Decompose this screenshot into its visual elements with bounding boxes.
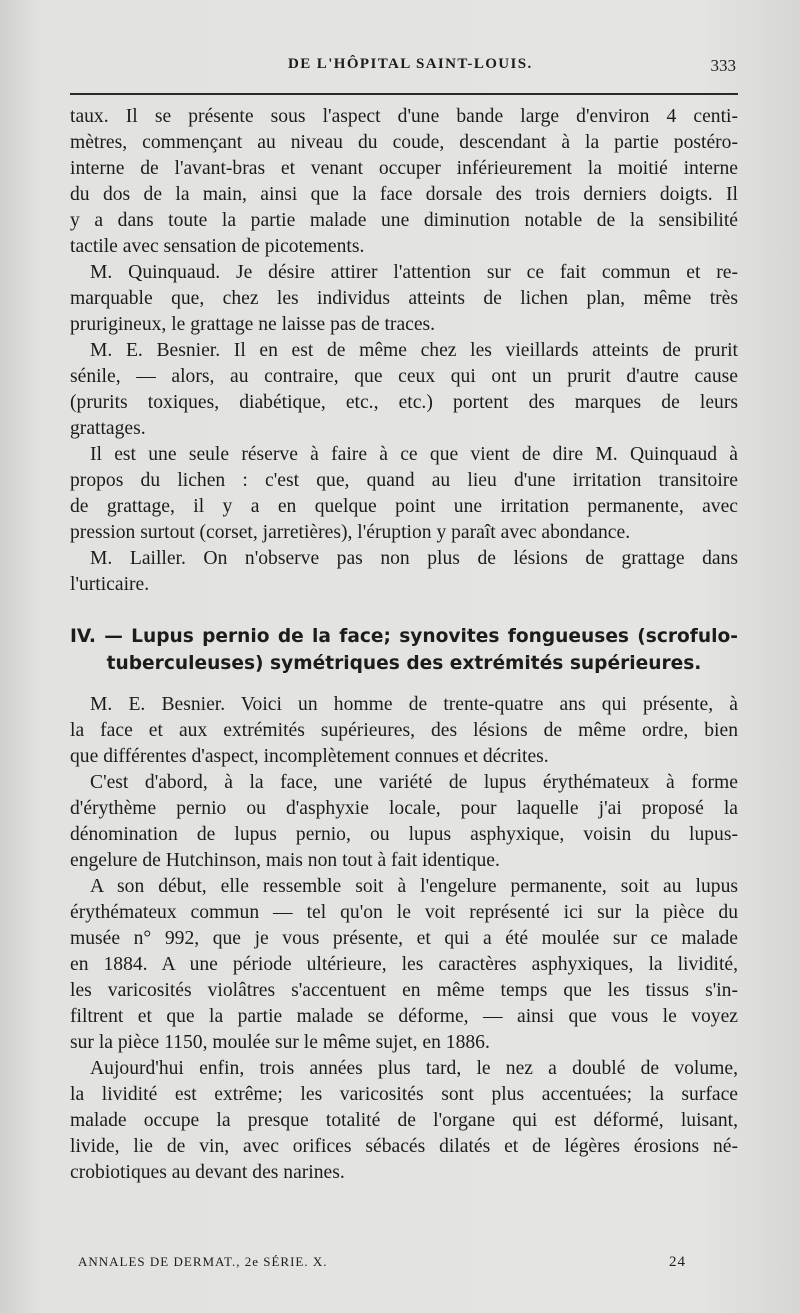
running-head: DE L'HÔPITAL SAINT-LOUIS. bbox=[288, 56, 533, 72]
text-line: M. E. Besnier. Voici un homme de trente-quatre ans qui présente, à bbox=[90, 694, 738, 715]
text-line: A son début, elle ressemble soit à l'engelure permanente, soit au lupus bbox=[90, 876, 738, 897]
text-line: livide, lie de vin, avec orifices sébacés dilatés et de légères érosions né- bbox=[70, 1136, 738, 1157]
text-line: taux. Il se présente sous l'aspect d'une bande large d'environ 4 centi- bbox=[70, 106, 738, 127]
paragraph-besnier-1 bbox=[70, 338, 738, 442]
paragraph-lailler bbox=[70, 546, 738, 598]
text-line: sénile, — alors, au contraire, que ceux qui ont un prurit d'autre cause bbox=[70, 366, 738, 387]
text-line: y a dans toute la partie malade une diminution notable de la sensibilité bbox=[70, 210, 738, 231]
text-line: C'est d'abord, à la face, une variété de lupus érythémateux à forme bbox=[90, 772, 738, 793]
text-line: sur la pièce 1150, moulée sur le même sujet, en 1886. bbox=[70, 1032, 490, 1053]
text-line: mètres, commençant au niveau du coude, descendant à la partie postéro- bbox=[70, 132, 738, 153]
text-line: crobiotiques au devant des narines. bbox=[70, 1162, 345, 1183]
paragraph-debut bbox=[70, 874, 738, 1056]
text-line: filtrent et que la partie malade se déforme, — ainsi que vous le voyez bbox=[70, 1006, 738, 1027]
paragraph-reserve bbox=[70, 442, 738, 546]
text-line: M. Lailler. On n'observe pas non plus de lésions de grattage dans bbox=[90, 548, 738, 569]
text-line: que différentes d'aspect, incomplètement connues et décrites. bbox=[70, 746, 549, 767]
text-line: les varicosités violâtres s'accentuent en même temps que les tissus s'in- bbox=[70, 980, 738, 1001]
text-line: Aujourd'hui enfin, trois années plus tard, le nez a doublé de volume, bbox=[90, 1058, 738, 1079]
page-number: 333 bbox=[710, 56, 736, 75]
heading-line: tuberculeuses) symétriques des extrémités supérieures. bbox=[106, 653, 702, 674]
paragraph-lupus bbox=[70, 770, 738, 874]
text-line: engelure de Hutchinson, mais non tout à fait identique. bbox=[70, 850, 500, 871]
text-line: grattages. bbox=[70, 418, 146, 439]
paragraph-aujourdhui bbox=[70, 1056, 738, 1186]
text-line: musée n° 992, que je vous présente, et qui a été moulée sur ce malade bbox=[70, 928, 738, 949]
header-rule bbox=[70, 93, 738, 95]
page-footer bbox=[70, 1254, 738, 1276]
text-line: la lividité est extrême; les varicosités sont plus accentuées; la surface bbox=[70, 1084, 738, 1105]
body-text bbox=[70, 104, 738, 1186]
text-line: en 1884. A une période ultérieure, les caractères asphyxiques, la lividité, bbox=[70, 954, 738, 975]
page-header bbox=[70, 56, 738, 82]
paragraph-quinquaud bbox=[70, 260, 738, 338]
text-line: de grattage, il y a en quelque point une irritation permanente, avec bbox=[70, 496, 738, 517]
text-line: Il est une seule réserve à faire à ce que vient de dire M. Quinquaud à bbox=[90, 444, 738, 465]
heading-line: IV. — Lupus pernio de la face; synovites fongueuses (scrofulo- bbox=[70, 626, 738, 647]
text-line: du dos de la main, ainsi que la face dorsale des trois derniers doigts. Il bbox=[70, 184, 738, 205]
journal-signature: ANNALES DE DERMAT., 2e SÉRIE. X. bbox=[78, 1254, 328, 1269]
text-line: malade occupe la presque totalité de l'organe qui est déformé, luisant, bbox=[70, 1110, 738, 1131]
paragraph-besnier-2 bbox=[70, 692, 738, 770]
text-line: pression surtout (corset, jarretières), l'éruption y paraît avec abondance. bbox=[70, 522, 631, 543]
text-line: (prurits toxiques, diabétique, etc., etc.) portent des marques de leurs bbox=[70, 392, 738, 413]
gathering-signature: 24 bbox=[669, 1254, 686, 1270]
text-line: l'urticaire. bbox=[70, 574, 150, 595]
section-heading bbox=[70, 624, 738, 678]
text-line: interne de l'avant-bras et venant occuper inférieurement la moitié interne bbox=[70, 158, 738, 179]
paragraph-1 bbox=[70, 104, 738, 260]
text-line: la face et aux extrémités supérieures, des lésions de même ordre, bien bbox=[70, 720, 738, 741]
text-line: propos du lichen : c'est que, quand au lieu d'une irritation transitoire bbox=[70, 470, 738, 491]
text-line: tactile avec sensation de picotements. bbox=[70, 236, 365, 257]
text-line: M. Quinquaud. Je désire attirer l'attention sur ce fait commun et re- bbox=[90, 262, 738, 283]
text-line: dénomination de lupus pernio, ou lupus asphyxique, voisin du lupus- bbox=[70, 824, 738, 845]
text-line: érythémateux commun — tel qu'on le voit représenté ici sur la pièce du bbox=[70, 902, 738, 923]
heading-spacer bbox=[70, 678, 738, 692]
text-line: prurigineux, le grattage ne laisse pas de traces. bbox=[70, 314, 436, 335]
text-line: d'érythème pernio ou d'asphyxie locale, pour laquelle j'ai proposé la bbox=[70, 798, 738, 819]
text-line: M. E. Besnier. Il en est de même chez les vieillards atteints de prurit bbox=[90, 340, 738, 361]
text-line: marquable que, chez les individus atteints de lichen plan, même très bbox=[70, 288, 738, 309]
section-spacer bbox=[70, 598, 738, 624]
